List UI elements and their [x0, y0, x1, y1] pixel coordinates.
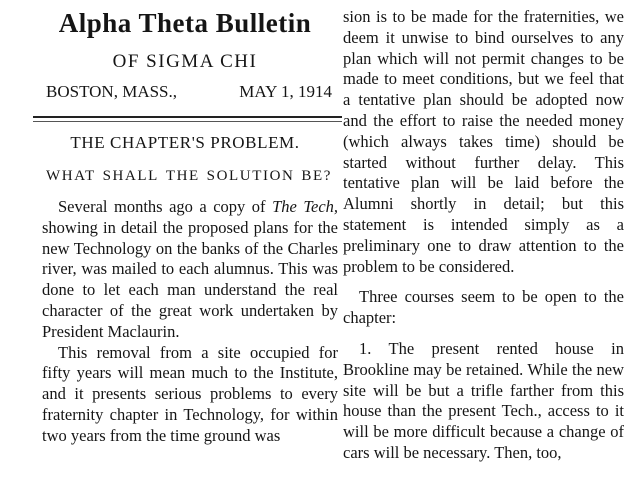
- paragraph-rest: showing in detail the proposed plans for the new Technology on the banks of the Charles river, was mailed to each alumnus. This was done to let each man understand the real character of the great work undertaken by President Maclaurin.: [42, 217, 338, 341]
- masthead-subtitle: OF SIGMA CHI: [112, 51, 258, 72]
- paragraph: This removal from a site occupied for fifty years will mean much to the Institute, and it presents serious problems to every fraternity chapter in Technology, for within two years from the time ground was: [42, 342, 338, 445]
- subtitle-word: BE?: [301, 168, 332, 184]
- masthead-rule-thick: [33, 116, 342, 118]
- left-body-text: [42, 197, 338, 447]
- right-body-text: [343, 7, 624, 464]
- paragraph: Three courses seem to be open to the chapter:: [343, 287, 624, 328]
- publication-name: The Tech,: [272, 197, 339, 216]
- paragraph-lead: Several months ago a copy of: [58, 197, 266, 216]
- article-subtitle: [46, 166, 332, 186]
- subtitle-word: SOLUTION: [206, 168, 295, 184]
- paragraph: [42, 197, 338, 343]
- masthead-title: Alpha Theta Bulletin: [58, 8, 312, 38]
- article-title: THE CHAPTER'S PROBLEM.: [70, 133, 300, 152]
- dateline-place: BOSTON, MASS.,: [46, 82, 178, 101]
- subtitle-word: SHALL: [102, 168, 159, 184]
- subtitle-word: THE: [165, 168, 200, 184]
- dateline: [46, 81, 332, 103]
- dateline-date: MAY 1, 1914: [239, 82, 332, 101]
- subtitle-word: WHAT: [46, 168, 96, 184]
- paragraph: 1. The present rented house in Brookline may be retained. While the new site will be but a trifle farther from this house than the present Tech., access to it will be more difficult because a change of cars will be necessary. Then, too,: [343, 338, 624, 462]
- masthead-rule-thin: [33, 121, 342, 122]
- paragraph: sion is to be made for the fraternities, we deem it unwise to bind ourselves to any plan which will not permit changes to be made to meet conditions, but we feel that a tentative plan should be adopted now and the effort to raise the needed money (which always takes time) should be started without further delay. This tentative plan will be laid before the Alumni shortly in detail; but this statement is intended simply as a preliminary one to draw attention to the problem to be considered.: [343, 7, 624, 276]
